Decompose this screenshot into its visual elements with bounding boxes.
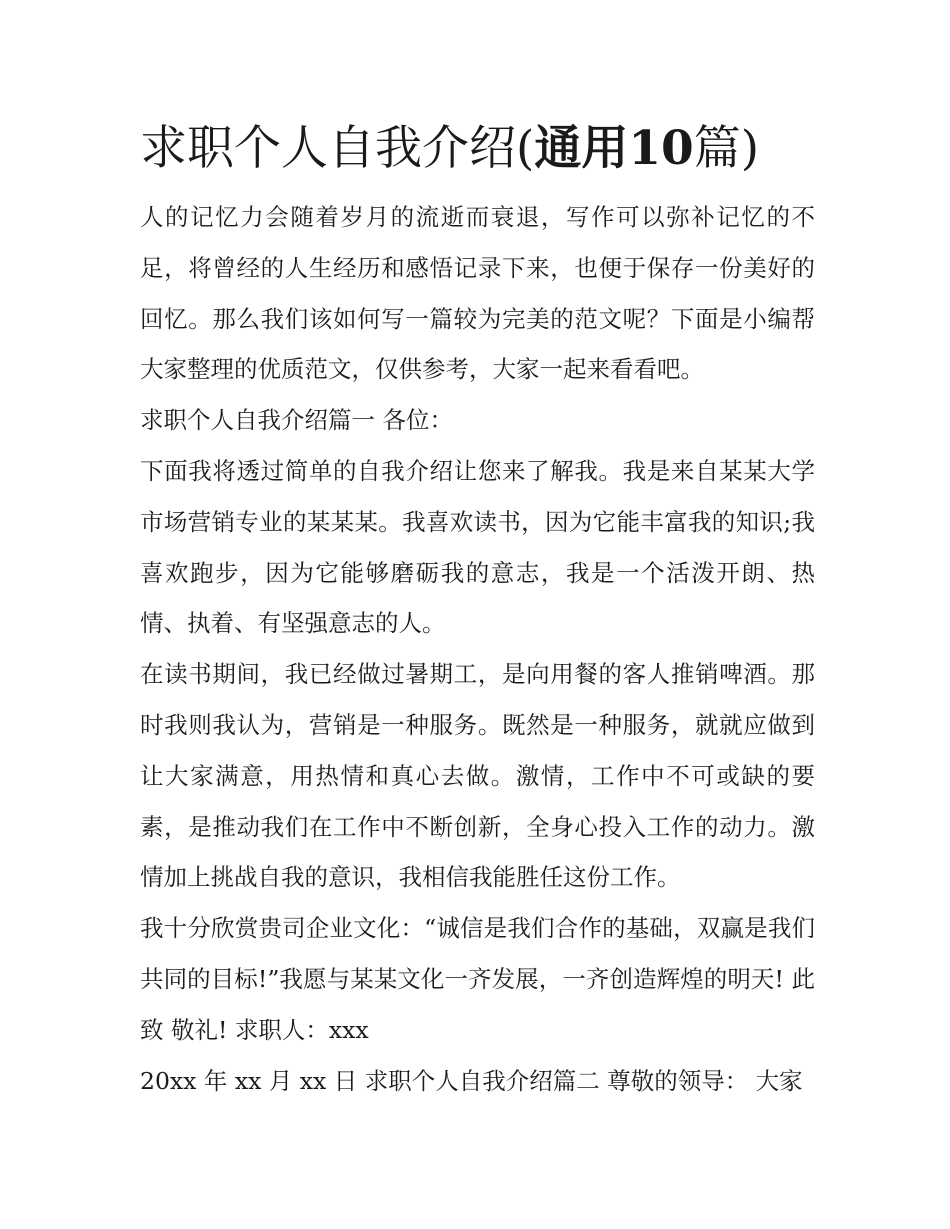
title-main: 求职个人自我介绍( — [140, 121, 535, 176]
paragraph-self-intro: 下面我将透过简单的自我介绍让您来了解我。我是来自某某大学市场营销专业的某某某。我喜欢读书，因为它能丰富我的知识;我喜欢跑步，因为它能够磨砺我的意志，我是一个活泼开朗、热情、执着、有坚强意志的人。 — [140, 456, 815, 638]
paragraph-culture: 我十分欣赏贵司企业文化：“诚信是我们合作的基础，双赢是我们共同的目标!”我愿与某某文化一齐发展，一齐创造辉煌的明天! 此致 敬礼! 求职人：xxx — [140, 914, 815, 1044]
paragraph-heading-one: 求职个人自我介绍篇一 各位： — [140, 406, 453, 435]
paragraph-intro: 人的记忆力会随着岁月的流逝而衰退，写作可以弥补记忆的不足，将曾经的人生经历和感悟记录下来，也便于保存一份美好的回忆。那么我们该如何写一篇较为完美的范文呢？下面是小编帮大家整理的优质范文，仅供参考，大家一起来看看吧。 — [140, 203, 815, 384]
document-body — [140, 192, 815, 1106]
paragraph-date-heading-two: 20xx 年 xx 月 xx 日 求职个人自我介绍篇二 尊敬的领导： 大家 — [140, 1066, 803, 1095]
title-bold: 通用 — [534, 121, 629, 176]
title-end: 篇) — [693, 121, 760, 176]
paragraph-experience: 在读书期间，我已经做过暑期工，是向用餐的客人推销啤酒。那时我则我认为，营销是一种服务。既然是一种服务，就就应做到让大家满意，用热情和真心去做。激情，工作中不可或缺的要素，是推动我们在工作中不断创新，全身心投入工作的动力。激情加上挑战自我的意识，我相信我能胜任这份工作。 — [140, 660, 815, 892]
document-page — [140, 118, 815, 1106]
document-title — [140, 118, 815, 180]
title-number: 10 — [628, 121, 694, 176]
